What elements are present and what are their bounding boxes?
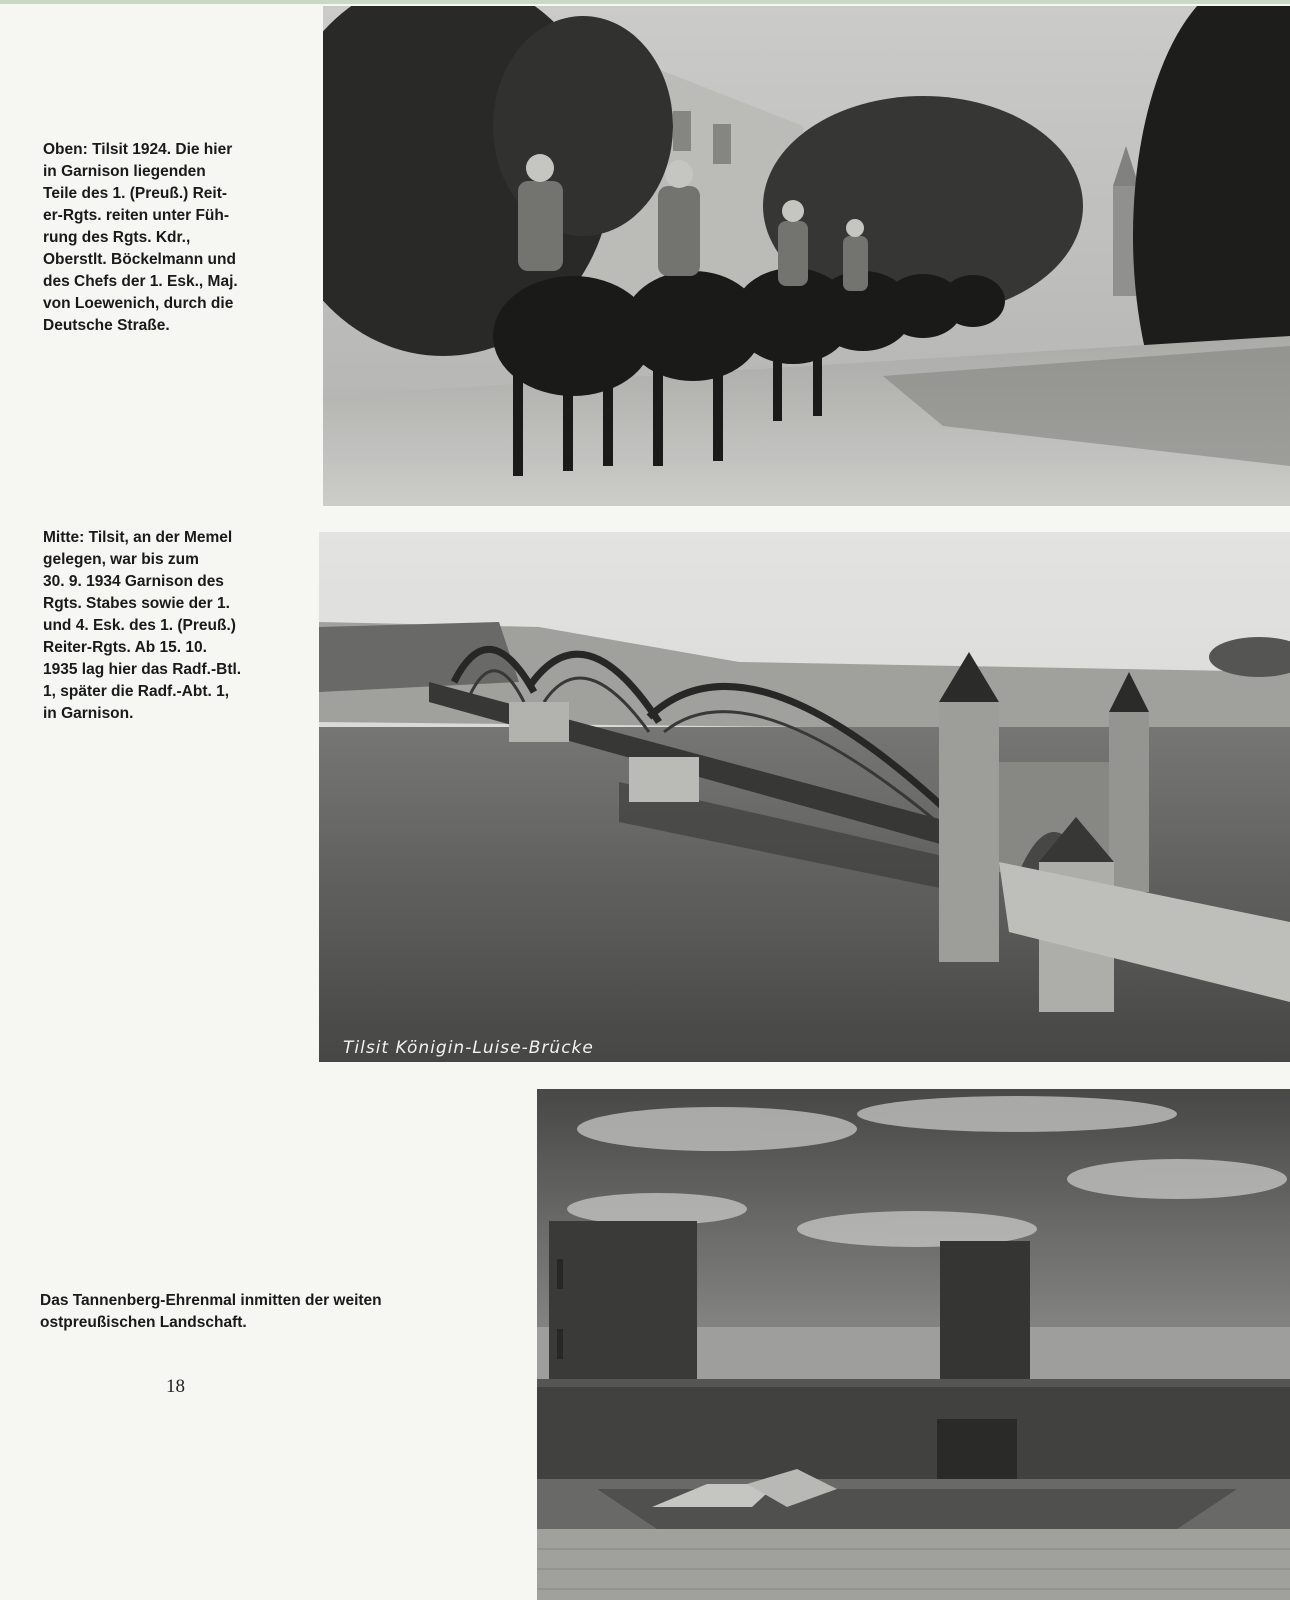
bridge-postcard-label: Tilsit Königin-Luise-Brücke [343, 1038, 594, 1058]
photo-koenigin-luise-bruecke [319, 532, 1290, 1062]
page-top-edge [0, 0, 1290, 4]
caption-middle-bridge: Mitte: Tilsit, an der Memel gelegen, war bis zum 30. 9. 1934 Garnison des Rgts. Stabes sowie der 1. und 4. Esk. des 1. (Preuß.) Reiter-Rgts. Ab 15. 10. 1935 lag hier das Radf.-Btl. 1, später die Radf.-Abt. 1, in Garnison. [43, 529, 242, 722]
bridge-photo-illustration [319, 532, 1290, 1062]
page-number: 18 [166, 1376, 185, 1397]
caption-bottom-memorial: Das Tannenberg-Ehrenmal inmitten der weiten ostpreußischen Landschaft. [40, 1292, 382, 1331]
cavalry-photo-illustration [323, 6, 1290, 506]
photo-tannenberg-ehrenmal [537, 1089, 1290, 1600]
caption-top-cavalry: Oben: Tilsit 1924. Die hier in Garnison liegenden Teile des 1. (Preuß.) Reit- er-Rgts. reiten unter Füh- rung des Rgts. Kdr., Oberstlt. Böckelmann und des Chefs der 1. Esk., Maj. von Loewenich, durch die Deutsche Straße. [43, 141, 238, 334]
photo-cavalry-parade [323, 6, 1290, 506]
memorial-photo-illustration [537, 1089, 1290, 1600]
